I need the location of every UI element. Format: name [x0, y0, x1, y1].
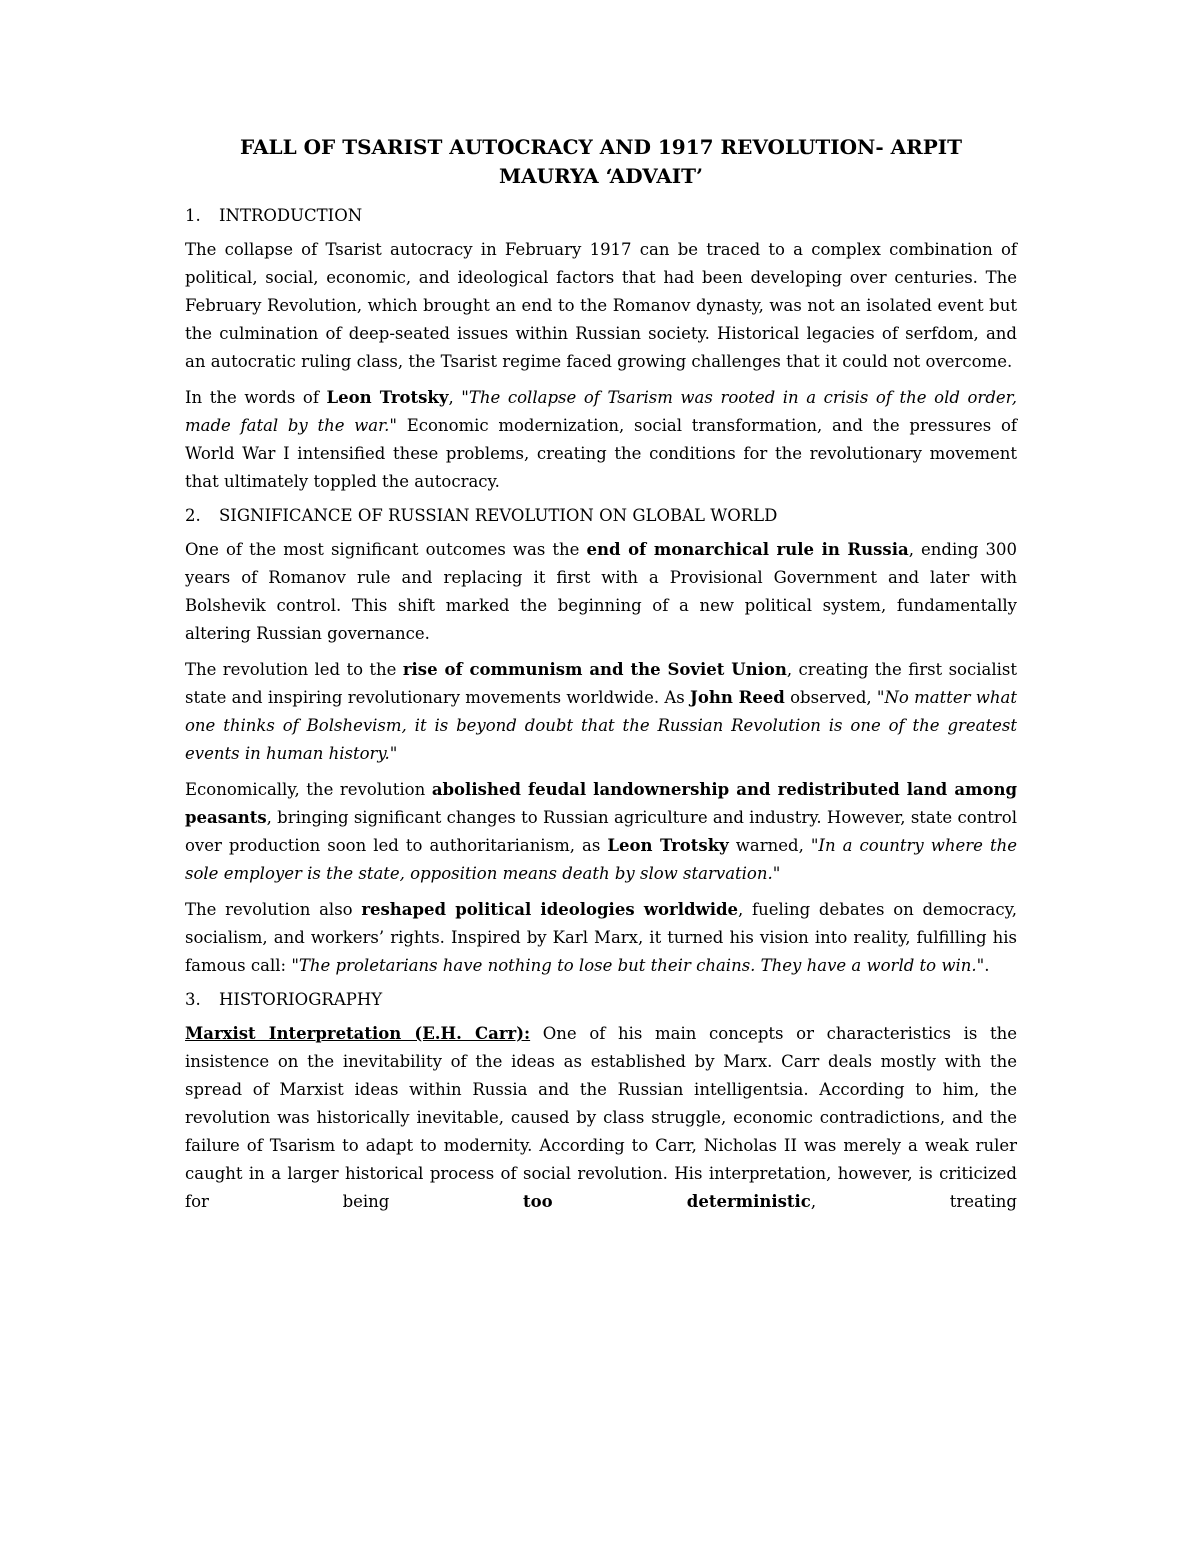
title-line-2: MAURYA ‘ADVAIT’ [499, 164, 703, 188]
paragraph-historiography-1: Marxist Interpretation (E.H. Carr): One of his main concepts or characteristics is the insistence on the inevitability of the ideas as established by Marx. Carr deals mostly with the spread of Marxist ideas within Russia and the Russian intelligentsia. According to him, the revolution was historically inevitable, caused by class struggle, economic contradictions, and the failure of Tsarism to adapt to modernity. According to Carr, Nicholas II was merely a weak ruler caught in a larger historical process of social revolution. His interpretation, however, is criticized for being too deterministic, treating [185, 1024, 1017, 1211]
bold-phrase: too deterministic [523, 1192, 811, 1211]
title-line-1: FALL OF TSARIST AUTOCRACY AND 1917 REVOLUTION- ARPIT [239, 135, 963, 159]
section-heading-text: INTRODUCTION [219, 206, 363, 225]
section-heading-text: HISTORIOGRAPHY [219, 990, 383, 1009]
bold-phrase: rise of communism and the Soviet Union [402, 660, 787, 679]
bold-phrase: end of monarchical rule in Russia [586, 540, 909, 559]
paragraph-introduction-1: The collapse of Tsarist autocracy in February 1917 can be traced to a complex combination of political, social, economic, and ideological factors that had been developing over centuries. The February Revolution, which brought an end to the Romanov dynasty, was not an isolated event but the culmination of deep-seated issues within Russian society. Historical legacies of serfdom, and an autocratic ruling class, the Tsarist regime faced growing challenges that it could not overcome. [185, 240, 1017, 371]
section-number: 3. [185, 990, 201, 1009]
bold-phrase: abolished feudal landownership and redistributed land among peasants [185, 780, 1018, 827]
section-number: 1. [185, 206, 201, 225]
paragraph-significance-1: One of the most significant outcomes was the end of monarchical rule in Russia, ending 300 years of Romanov rule and replacing it first with a Provisional Government and later with Bolshevik control. This shift marked the beginning of a new political system, fundamentally altering Russian governance. [185, 540, 1017, 643]
section-heading-text: SIGNIFICANCE OF RUSSIAN REVOLUTION ON GLOBAL WORLD [219, 506, 778, 525]
paragraph-significance-2: The revolution led to the rise of communism and the Soviet Union, creating the first socialist state and inspiring revolutionary movements worldwide. As John Reed observed, "No matter what one thinks of Bolshevism, it is beyond doubt that the Russian Revolution is one of the greatest events in human history." [185, 660, 1018, 763]
bold-phrase: reshaped political ideologies worldwide [361, 900, 739, 919]
quote: "The collapse of Tsarism was rooted in a crisis of the old order, made fatal by the war." [185, 388, 1017, 435]
quote: "The proletarians have nothing to lose but their chains. They have a world to win." [291, 956, 985, 975]
quote: "In a country where the sole employer is the state, opposition means death by slow starvation." [185, 836, 1017, 883]
document-title [185, 133, 1017, 191]
paragraph-significance-3: Economically, the revolution abolished feudal landownership and redistributed land among peasants, bringing significant changes to Russian agriculture and industry. However, state control over production soon led to authoritarianism, as Leon Trotsky warned, "In a country where the sole employer is the state, opposition means death by slow starvation." [185, 780, 1018, 883]
section-heading-historiography [185, 988, 1017, 1012]
quote: "No matter what one thinks of Bolshevism, it is beyond doubt that the Russian Revolution is one of the greatest events in human history." [185, 688, 1018, 763]
section-heading-significance [185, 504, 1017, 528]
bold-name: Leon Trotsky [326, 388, 449, 407]
section-number: 2. [185, 506, 201, 525]
paragraph-significance-4: The revolution also reshaped political ideologies worldwide, fueling debates on democracy, socialism, and workers’ rights. Inspired by Karl Marx, it turned his vision into reality, fulfilling his famous call: "The proletarians have nothing to lose but their chains. They have a world to win.". [185, 900, 1017, 975]
document-page [185, 133, 1017, 1224]
underlined-label: Marxist Interpretation (E.H. Carr): [185, 1024, 531, 1043]
bold-name: Leon Trotsky [607, 836, 729, 855]
bold-name: John Reed [690, 688, 785, 707]
section-heading-introduction [185, 204, 1017, 228]
paragraph-introduction-2: In the words of Leon Trotsky, "The collapse of Tsarism was rooted in a crisis of the old order, made fatal by the war." Economic modernization, social transformation, and the pressures of World War I intensified these problems, creating the conditions for the revolutionary movement that ultimately toppled the autocracy. [185, 388, 1017, 491]
